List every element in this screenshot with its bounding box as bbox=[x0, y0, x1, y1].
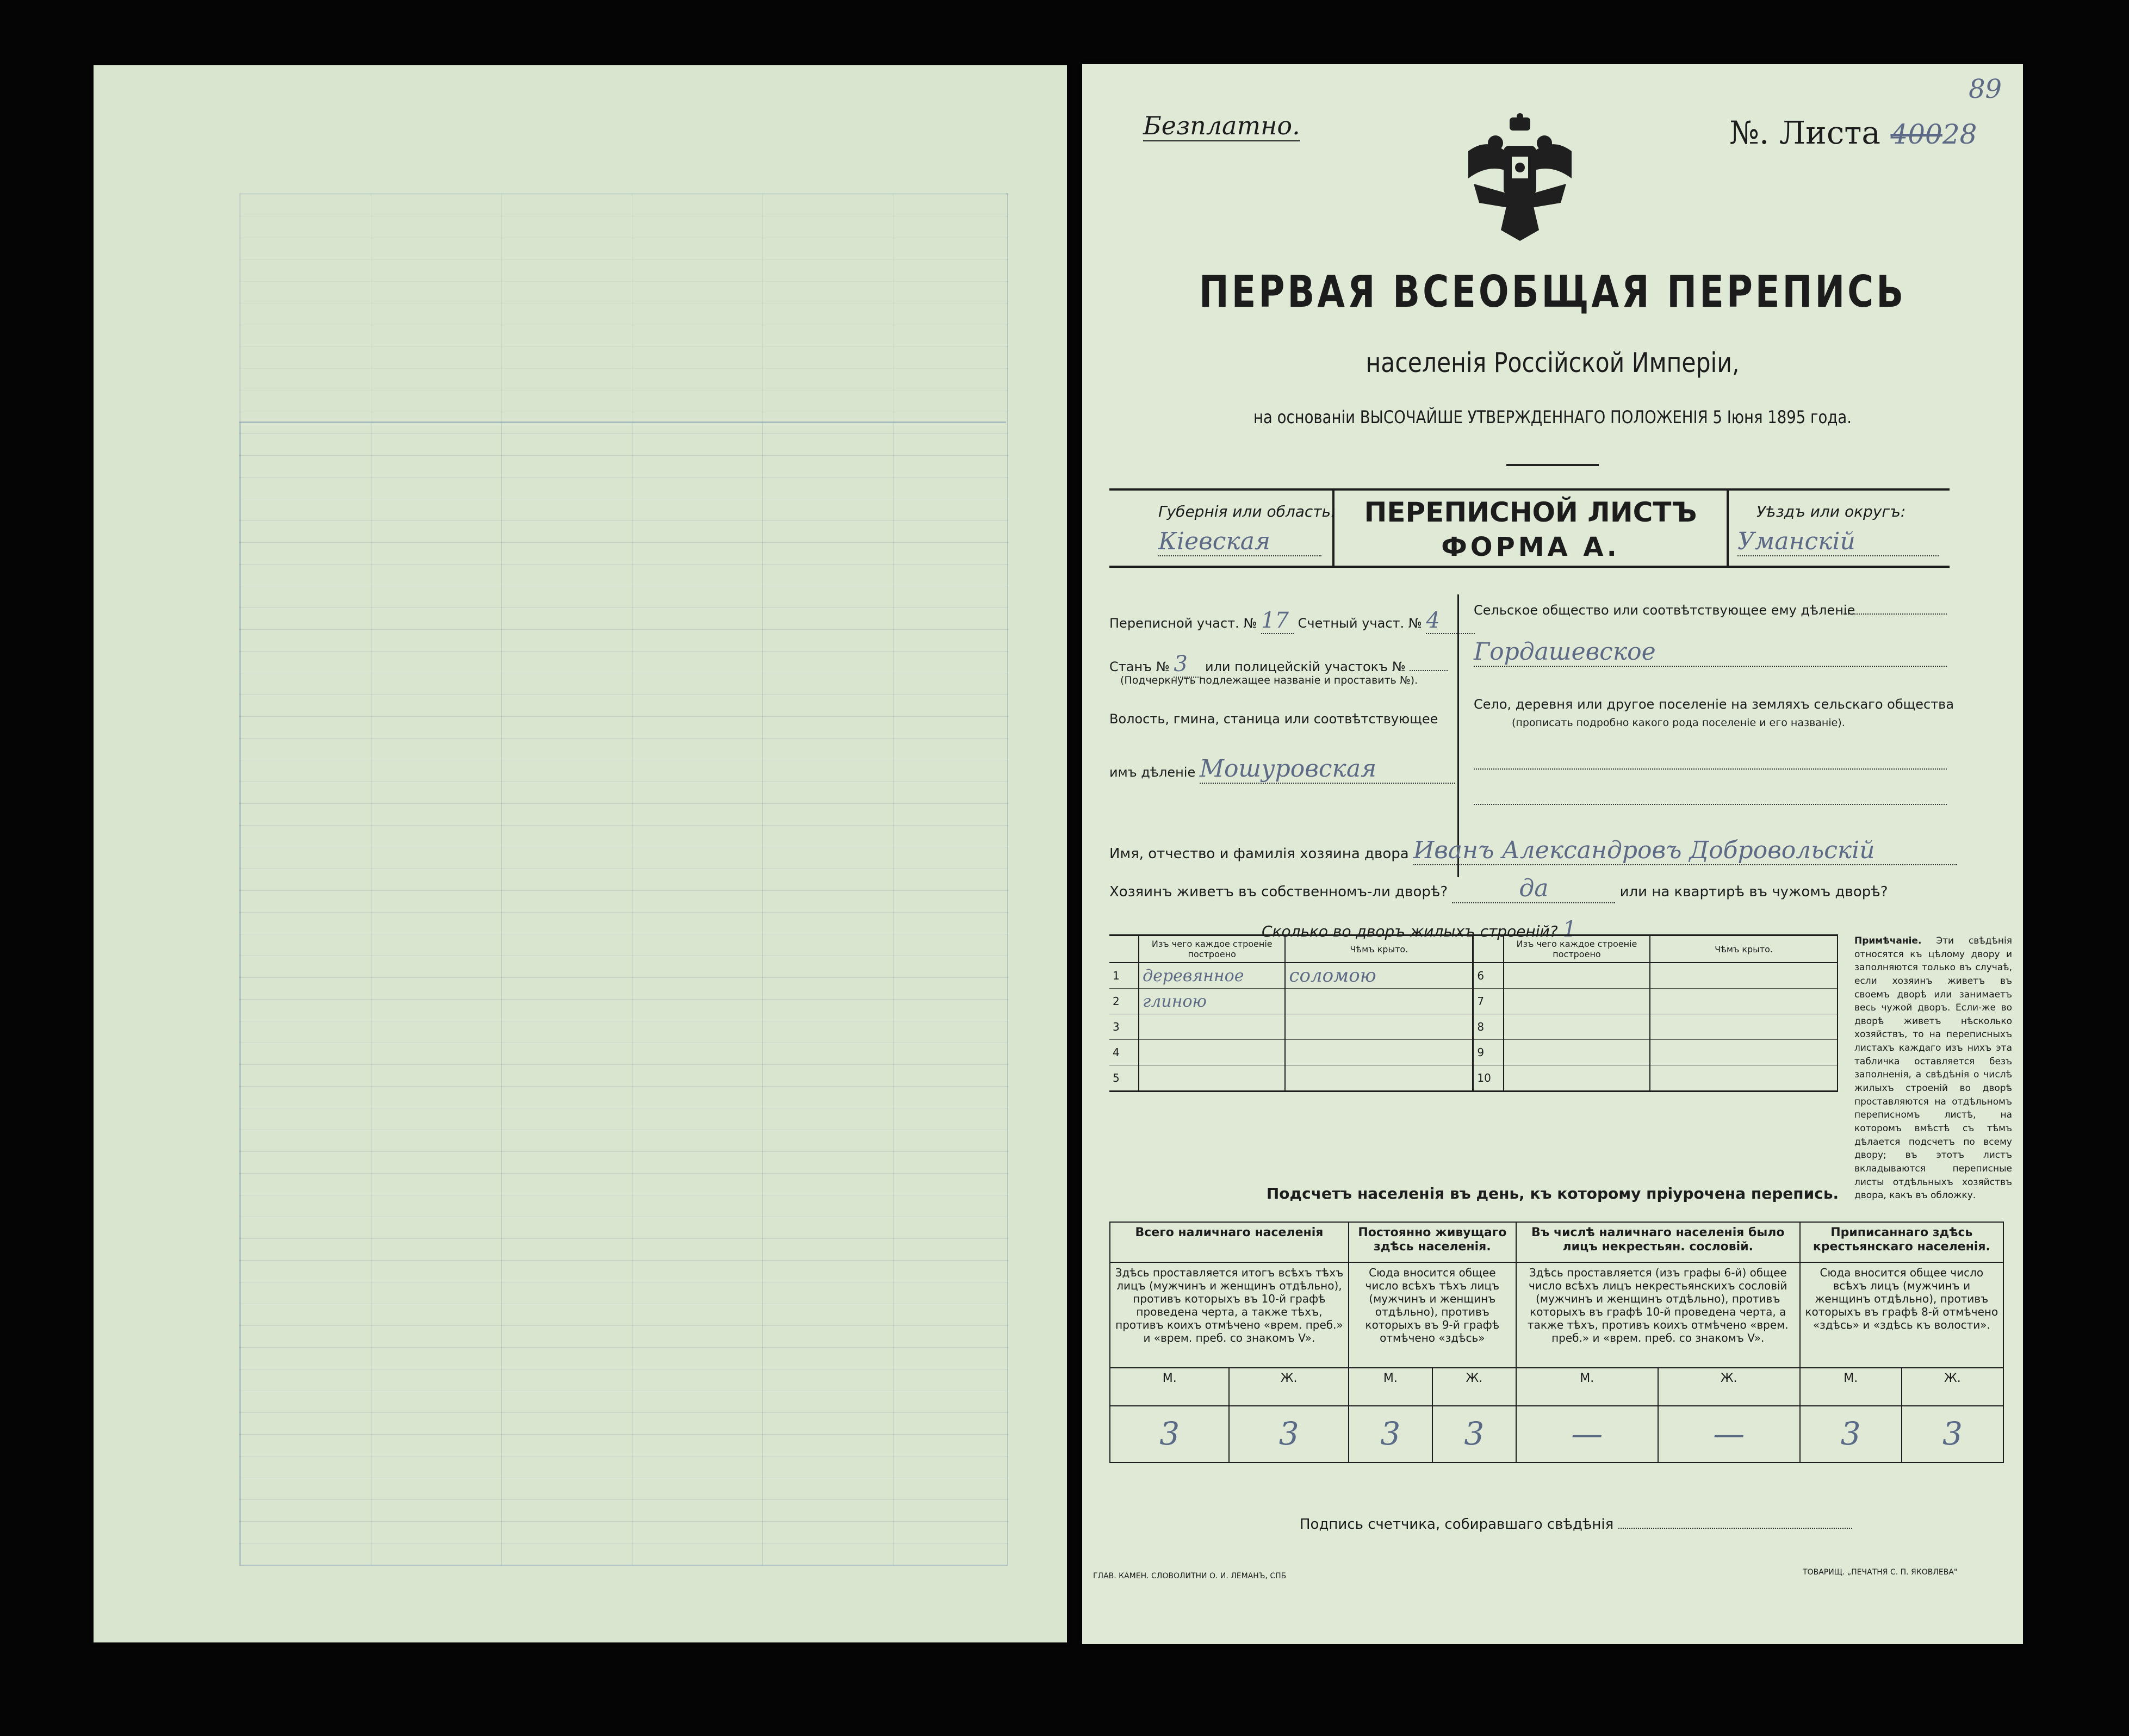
printer-left: ГЛАВ. КАМЕН. СЛОВОЛИТНИ О. И. ЛЕМАНЪ, СПБ bbox=[1093, 1572, 1287, 1580]
pop-noncrest-female: — bbox=[1658, 1406, 1800, 1462]
stan-value: 3 bbox=[1174, 652, 1201, 678]
sheet-number-label: №. Листа bbox=[1729, 114, 1880, 151]
sheet-form-letter: ФОРМА А. bbox=[1441, 532, 1620, 562]
buildings-table bbox=[1109, 934, 1838, 1092]
buildings-col-material: Изъ чего каждое строеніе построено bbox=[1139, 935, 1285, 963]
zh-label: Ж. bbox=[1658, 1368, 1800, 1406]
show-through-table-header bbox=[239, 193, 1006, 423]
pop-col-desc-1: Здѣсь проставляется итогъ всѣхъ тѣхъ лицъ (мужчинъ и женщинъ отдѣльно), противъ которыхъ въ 10-й графѣ проведена черта, а также тѣхъ, противъ коихъ отмѣчено «врем. преб.» и «врем. преб. со знакомъ V». bbox=[1110, 1262, 1349, 1368]
selo-blank-1 bbox=[1474, 768, 1947, 770]
pop-peasant-female: 3 bbox=[1902, 1406, 2003, 1462]
volost-label-2: имъ дѣленіе bbox=[1109, 765, 1196, 780]
schetny-label: Счетный участ. № bbox=[1298, 616, 1422, 631]
population-table bbox=[1109, 1222, 2004, 1463]
pop-peasant-male: 3 bbox=[1800, 1406, 1902, 1462]
lives-alt: или на квартирѣ въ чужомъ дворѣ? bbox=[1619, 884, 1888, 900]
m-label: М. bbox=[1516, 1368, 1658, 1406]
owner-label: Имя, отчество и фамилія хозяина двора bbox=[1109, 846, 1409, 862]
sheet-number-struck: 400 bbox=[1890, 119, 1942, 150]
form-box-top bbox=[1109, 488, 1950, 491]
pop-noncrest-male: — bbox=[1516, 1406, 1658, 1462]
lives-label: Хозяинъ живетъ въ собственномъ-ли дворѣ? bbox=[1109, 884, 1448, 900]
schetny-value: 4 bbox=[1426, 608, 1475, 634]
note-label: Примѣчаніе. bbox=[1854, 935, 1922, 946]
row-number: 7 bbox=[1473, 989, 1504, 1014]
fields-divider bbox=[1457, 594, 1459, 877]
obshchestvo-value: Гордашевское bbox=[1474, 638, 1947, 667]
pop-permanent-female: 3 bbox=[1432, 1406, 1516, 1462]
pop-col-desc-4: Сюда вносится общее число всѣхъ лицъ (мужчинъ и женщинъ отдѣльно), противъ которыхъ въ графѣ 8-й отмѣчено «здѣсь» и «здѣсь къ волости». bbox=[1800, 1262, 2003, 1368]
pop-col-title-1: Всего наличнаго населенія bbox=[1110, 1222, 1349, 1262]
pop-total-male: 3 bbox=[1110, 1406, 1229, 1462]
buildings-label: Сколько во дворъ жилыхъ строеній? bbox=[1262, 922, 1558, 940]
stan-row bbox=[1109, 652, 1448, 678]
zh-label: Ж. bbox=[1432, 1368, 1516, 1406]
row-number: 1 bbox=[1109, 963, 1139, 989]
buildings-note bbox=[1854, 934, 2012, 1202]
double-headed-eagle-emblem bbox=[1457, 113, 1582, 249]
zh-label: Ж. bbox=[1902, 1368, 2003, 1406]
ornament-divider bbox=[1506, 464, 1599, 466]
buildings-value: 1 bbox=[1562, 917, 1576, 942]
building-material: глиною bbox=[1139, 989, 1285, 1014]
note-text: Эти свѣдѣнія относятся къ цѣлому двору и заполняются только въ случаѣ, если хозяинъ живетъ въ своемъ дворѣ или занимаетъ весь чужой дворъ. Если-же во дворѣ живетъ нѣсколько хозяйствъ, то на переписныхъ листахъ каждаго изъ нихъ эта табличка оставляется безъ заполненія, а свѣдѣнія о числѣ жилыхъ строеній во дворѣ проставляются на отдѣльномъ переписномъ листѣ, на которомъ вмѣстѣ съ тѣмъ дѣлается подсчетъ по всему двору; въ этотъ листъ вкладываются переписные листы отдѣльныхъ хозяйствъ двора, какъ въ обложку. bbox=[1854, 935, 2012, 1201]
row-number: 3 bbox=[1109, 1014, 1139, 1040]
pop-col-title-3: Въ числѣ наличнаго населенія было лицъ некрестьян. сословій. bbox=[1516, 1222, 1800, 1262]
uezd-value: Уманскій bbox=[1737, 528, 1939, 556]
m-label: М. bbox=[1800, 1368, 1902, 1406]
printer-right: ТОВАРИЩ. „ПЕЧАТНЯ С. П. ЯКОВЛЕВА" bbox=[1803, 1568, 1958, 1577]
pop-total-female: 3 bbox=[1229, 1406, 1348, 1462]
pop-permanent-male: 3 bbox=[1349, 1406, 1432, 1462]
buildings-row bbox=[1109, 1014, 1838, 1040]
buildings-row bbox=[1109, 963, 1838, 989]
volost-label: Волость, гмина, станица или соотвѣтствующее bbox=[1109, 711, 1438, 727]
m-label: М. bbox=[1349, 1368, 1432, 1406]
row-number: 8 bbox=[1473, 1014, 1504, 1040]
stan-label: Станъ № bbox=[1109, 659, 1170, 674]
m-label: М. bbox=[1110, 1368, 1229, 1406]
row-number: 2 bbox=[1109, 989, 1139, 1014]
owner-value: Иванъ Александровъ Добровольскій bbox=[1413, 836, 1957, 865]
census-title: ПЕРВАЯ ВСЕОБЩАЯ ПЕРЕПИСЬ bbox=[1199, 266, 1907, 317]
signature-blank bbox=[1618, 1528, 1852, 1529]
selo-label: Село, деревня или другое поселеніе на земляхъ сельскаго общества bbox=[1474, 697, 1954, 712]
owner-row bbox=[1109, 836, 1957, 865]
police-number-blank bbox=[1410, 670, 1448, 671]
volost-row bbox=[1109, 755, 1455, 784]
perepisnoy-row bbox=[1109, 608, 1475, 634]
sheet-form-title: ПЕРЕПИСНОЙ ЛИСТЪ bbox=[1364, 497, 1697, 528]
stan-suffix: или полицейскій участокъ № bbox=[1205, 659, 1406, 674]
building-material: деревянное bbox=[1139, 963, 1285, 989]
buildings-row bbox=[1109, 1040, 1838, 1065]
zh-label: Ж. bbox=[1229, 1368, 1348, 1406]
sheet-number-top: 89 bbox=[1969, 74, 2002, 104]
building-roof: соломою bbox=[1285, 963, 1473, 989]
buildings-col-material-2: Изъ чего каждое строеніе построено bbox=[1504, 935, 1650, 963]
row-number: 6 bbox=[1473, 963, 1504, 989]
selo-note: (прописать подробно какого рода поселеніе и его названіе). bbox=[1512, 717, 1845, 729]
guberniya-value: Кіевская bbox=[1158, 528, 1321, 556]
pop-col-desc-3: Здѣсь проставляется (изъ графы 6-й) общее число всѣхъ лицъ некрестьянскихъ сословій (мужчинъ и женщинъ отдѣльно), противъ которыхъ въ графѣ 10-й проведена черта, а также тѣхъ, противъ коихъ отмѣчено «врем. преб.» и «врем. преб. со знакомъ V». bbox=[1516, 1262, 1800, 1368]
pop-col-title-2: Постоянно живущаго здѣсь населенія. bbox=[1349, 1222, 1516, 1262]
form-box-bottom bbox=[1109, 566, 1950, 568]
obshchestvo-label: Сельское общество или соотвѣтствующее ему дѣленіе bbox=[1474, 603, 1855, 618]
row-number: 10 bbox=[1473, 1065, 1504, 1092]
stan-note: (Подчеркнуть подлежащее названіе и проставить №). bbox=[1120, 674, 1418, 686]
population-heading: Подсчетъ населенія въ день, къ которому пріурочена перепись. bbox=[1266, 1185, 1839, 1202]
census-form-page bbox=[1082, 64, 2023, 1644]
selo-blank-2 bbox=[1474, 804, 1947, 805]
signature-row bbox=[1300, 1516, 1852, 1533]
guberniya-label: Губернія или область: bbox=[1158, 503, 1336, 520]
buildings-row bbox=[1109, 989, 1838, 1014]
census-subtitle: населенія Россійской Имперіи, bbox=[1365, 347, 1740, 379]
buildings-row bbox=[1109, 1065, 1838, 1092]
sheet-number bbox=[1729, 114, 1977, 151]
census-basis: на основаніи ВЫСОЧАЙШЕ УТВЕРЖДЕННАГО ПОЛОЖЕНІЯ 5 Іюня 1895 года. bbox=[1253, 407, 1852, 427]
perepisnoy-label: Переписной участ. № bbox=[1109, 616, 1257, 631]
obshchestvo-label-rule bbox=[1841, 613, 1947, 615]
lives-row bbox=[1109, 875, 1888, 903]
left-page bbox=[94, 65, 1067, 1642]
form-box-divider-right bbox=[1727, 488, 1729, 566]
row-number: 5 bbox=[1109, 1065, 1139, 1092]
free-label: Безплатно. bbox=[1143, 111, 1300, 140]
signature-label: Подпись счетчика, собиравшаго свѣдѣнія bbox=[1300, 1516, 1614, 1533]
sheet-number-hand: 28 bbox=[1942, 119, 1977, 150]
building-roof bbox=[1285, 989, 1473, 1014]
perepisnoy-value: 17 bbox=[1261, 608, 1294, 634]
buildings-col-roof-2: Чѣмъ крыто. bbox=[1650, 935, 1838, 963]
buildings-col-roof: Чѣмъ крыто. bbox=[1285, 935, 1473, 963]
pop-col-desc-2: Сюда вносится общее число всѣхъ тѣхъ лицъ (мужчинъ и женщинъ отдѣльно), противъ которыхъ въ 9-й графѣ отмѣчено «здѣсь» bbox=[1349, 1262, 1516, 1368]
row-number: 4 bbox=[1109, 1040, 1139, 1065]
uezd-label: Уѣздъ или округъ: bbox=[1756, 503, 1906, 520]
volost-value: Мошуровская bbox=[1200, 755, 1455, 784]
pop-col-title-4: Приписаннаго здѣсь крестьянскаго населенія. bbox=[1800, 1222, 2003, 1262]
row-number: 9 bbox=[1473, 1040, 1504, 1065]
lives-value: да bbox=[1452, 875, 1615, 903]
